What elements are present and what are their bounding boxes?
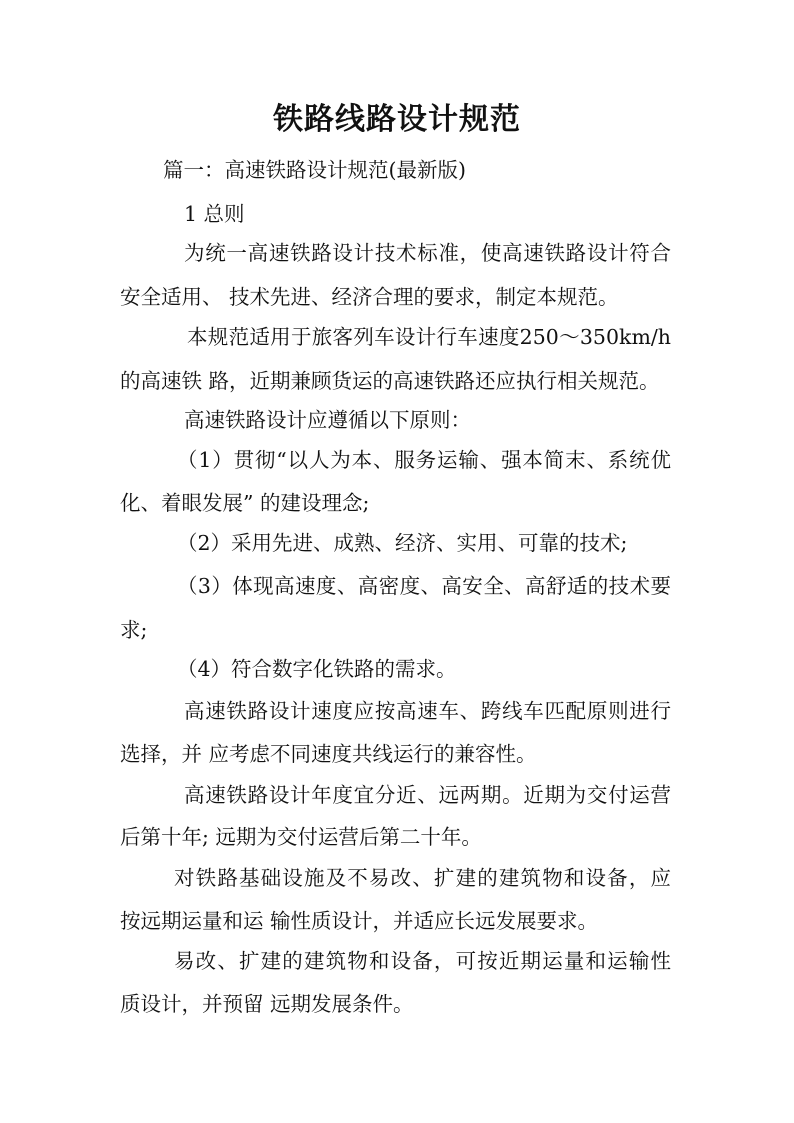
document-subtitle: 篇一：高速铁路设计规范(最新版) — [163, 158, 466, 182]
body-line: 的高速铁 路，近期兼顾货运的高速铁路还应执行相关规范。 — [120, 369, 660, 393]
body-line: 高速铁路设计应遵循以下原则： — [184, 408, 471, 432]
document-title: 铁路线路设计规范 — [273, 102, 521, 137]
body-line: 高速铁路设计速度应按高速车、跨线车匹配原则进行 — [184, 699, 671, 723]
body-line: （4）符合数字化铁路的需求。 — [177, 657, 457, 681]
body-line: （3）体现高速度、高密度、高安全、高舒适的技术要 — [177, 574, 671, 598]
body-line: 易改、扩建的建筑物和设备，可按近期运量和运输性 — [174, 949, 671, 973]
body-line: 求; — [120, 618, 148, 642]
body-line: 质设计，并预留 远期发展条件。 — [120, 992, 414, 1016]
body-line: 选择，并 应考虑不同速度共线运行的兼容性。 — [120, 742, 537, 766]
body-line: 本规范适用于旅客列车设计行车速度250～350km/h — [187, 325, 671, 349]
body-line: 后第十年; 远期为交付运营后第二十年。 — [120, 825, 482, 849]
body-line: 为统一高速铁路设计技术标准，使高速铁路设计符合 — [184, 241, 671, 265]
body-line: （1）贯彻“以人为本、服务运输、强本简末、系统优 — [177, 448, 671, 472]
section-heading: 1 总则 — [184, 202, 245, 226]
body-line: 安全适用、 技术先进、经济合理的要求，制定本规范。 — [120, 285, 619, 309]
body-line: 对铁路基础设施及不易改、扩建的建筑物和设备，应 — [174, 866, 671, 890]
body-line: 高速铁路设计年度宜分近、远两期。近期为交付运营 — [184, 783, 671, 807]
body-line: 化、着眼发展” 的建设理念; — [120, 491, 370, 515]
body-line: 按远期运量和运 输性质设计，并适应长远发展要求。 — [120, 909, 599, 933]
body-line: （2）采用先进、成熟、经济、实用、可靠的技术; — [177, 531, 628, 555]
